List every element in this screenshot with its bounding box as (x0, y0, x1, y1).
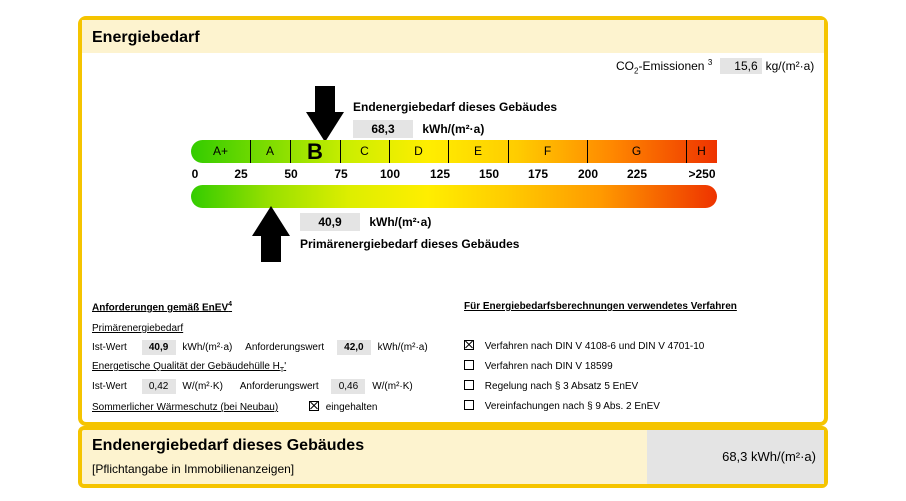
primary-energy-unit: kWh/(m²·a) (369, 215, 432, 229)
method-label: Regelung nach § 3 Absatz 5 EnEV (484, 381, 639, 392)
class-h: H (697, 144, 706, 158)
co2-label-rest: -Emissionen (638, 59, 705, 73)
summer-label: Sommerlicher Wärmeschutz (bei Neubau) (92, 402, 279, 413)
panel-header (82, 20, 824, 53)
primary-req-unit: kWh/(m²·a) (377, 342, 428, 353)
summer-status: eingehalten (325, 402, 378, 413)
tick-label: 125 (429, 167, 451, 181)
class-g: G (587, 140, 687, 163)
end-energy-value: 68,3 (353, 120, 413, 138)
method-checkbox[interactable] (464, 380, 474, 390)
method-item (464, 400, 660, 412)
co2-note: 3 (707, 58, 713, 67)
co2-emissions (616, 58, 814, 75)
class-d: D (389, 140, 449, 163)
class-a: A (250, 140, 291, 163)
class-b: B (290, 140, 341, 163)
envelope-ist-unit: W/(m²·K) (182, 381, 223, 392)
method-item (464, 380, 638, 392)
end-energy-value-row (353, 120, 484, 138)
tick-label: 25 (234, 167, 248, 181)
requirements-title-note: 4 (228, 301, 233, 308)
primary-requirement-heading: Primärenergiebedarf (92, 323, 184, 334)
envelope-requirement-row (92, 379, 413, 394)
tick-label: >250 (688, 167, 716, 181)
envelope-heading (92, 361, 286, 374)
energy-class-scale (191, 140, 717, 163)
class-f: F (508, 140, 588, 163)
tick-label: 225 (626, 167, 648, 181)
primary-energy-value: 40,9 (300, 213, 360, 231)
primary-ist-value: 40,9 (142, 340, 176, 355)
co2-unit: kg/(m²·a) (765, 59, 815, 73)
methods-title: Für Energiebedarfsberechnungen verwendetes Verfahren (464, 301, 737, 312)
summary-title: Endenergiebedarf dieses Gebäudes (92, 437, 365, 454)
class-e: E (448, 140, 509, 163)
method-label: Verfahren nach DIN V 4108-6 und DIN V 4701-10 (484, 341, 705, 352)
requirements-title (92, 301, 232, 313)
class-c: C (340, 140, 390, 163)
envelope-ist-value: 0,42 (142, 379, 176, 394)
envelope-req-unit: W/(m²·K) (372, 381, 413, 392)
primary-req-value: 42,0 (337, 340, 371, 355)
primary-energy-value-row (300, 213, 431, 231)
co2-value: 15,6 (720, 58, 762, 74)
panel-title: Energiebedarf (92, 29, 200, 46)
method-checkbox[interactable] (464, 340, 474, 350)
req-label: Anforderungswert (239, 381, 319, 392)
envelope-heading-text: Energetische Qualität der Gebäudehülle H (92, 361, 280, 372)
method-item (464, 360, 613, 372)
co2-sub: 2 (634, 66, 639, 76)
tick-label: 0 (191, 167, 199, 181)
ist-label: Ist-Wert (92, 342, 127, 353)
envelope-heading-tail: ' (284, 361, 287, 372)
tick-label: 100 (379, 167, 401, 181)
envelope-req-value: 0,46 (331, 379, 365, 394)
final-energy-summary (78, 426, 828, 488)
end-energy-arrow-icon (306, 86, 344, 142)
summer-protection-row (92, 401, 377, 413)
primary-ist-unit: kWh/(m²·a) (182, 342, 233, 353)
method-item (464, 340, 704, 352)
summary-subtitle: [Pflichtangabe in Immobilienanzeigen] (92, 462, 295, 476)
primary-energy-arrow-icon (252, 206, 290, 262)
tick-label: 150 (478, 167, 500, 181)
req-label: Anforderungswert (245, 342, 325, 353)
energy-demand-panel (78, 16, 828, 426)
summary-value-box (647, 430, 824, 484)
envelope-heading-sub: T (279, 367, 285, 374)
tick-label: 175 (527, 167, 549, 181)
method-label: Vereinfachungen nach § 9 Abs. 2 EnEV (484, 401, 660, 412)
summary-value: 68,3 kWh/(m²·a) (722, 449, 816, 464)
co2-label: CO (616, 59, 634, 73)
primary-requirement-row (92, 340, 428, 355)
method-checkbox[interactable] (464, 360, 474, 370)
primary-energy-label: Primärenergiebedarf dieses Gebäudes (300, 237, 520, 251)
summer-checkbox[interactable] (309, 401, 319, 411)
tick-label: 75 (334, 167, 348, 181)
requirements-title-text: Anforderungen gemäß EnEV (92, 302, 229, 314)
tick-label: 50 (284, 167, 298, 181)
ist-label: Ist-Wert (92, 381, 127, 392)
method-checkbox[interactable] (464, 400, 474, 410)
energy-gradient-bar (191, 185, 717, 208)
class-a-plus: A+ (191, 140, 251, 163)
end-energy-unit: kWh/(m²·a) (422, 122, 485, 136)
method-label: Verfahren nach DIN V 18599 (484, 361, 613, 372)
end-energy-label: Endenergiebedarf dieses Gebäudes (353, 100, 558, 114)
tick-label: 200 (577, 167, 599, 181)
